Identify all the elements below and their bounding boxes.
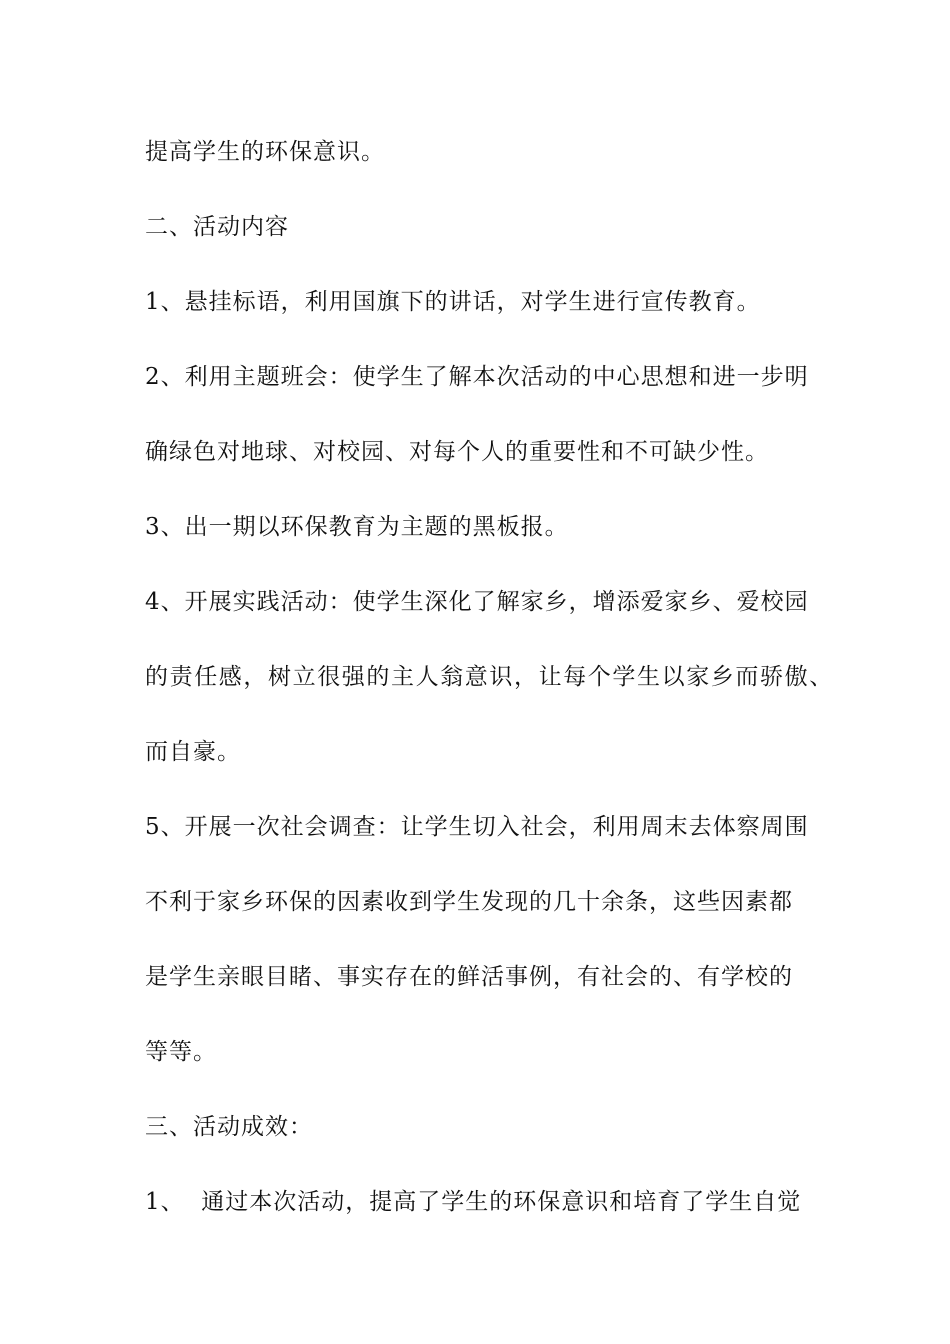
paragraph-line: 等等。 xyxy=(145,1039,217,1065)
paragraph-line: 不利于家乡环保的因素收到学生发现的几十余条，这些因素都 xyxy=(145,889,793,915)
list-item: 4、开展实践活动：使学生深化了解家乡，增添爱家乡、爱校园 xyxy=(145,589,809,615)
paragraph-line: 提高学生的环保意识。 xyxy=(145,139,385,165)
list-item: 1、 通过本次活动，提高了学生的环保意识和培育了学生自觉 xyxy=(145,1189,802,1215)
section-heading: 三、活动成效： xyxy=(145,1114,313,1140)
paragraph-line: 的责任感，树立很强的主人翁意识，让每个学生以家乡而骄傲、 xyxy=(145,664,834,690)
paragraph-line: 是学生亲眼目睹、事实存在的鲜活事例，有社会的、有学校的 xyxy=(145,964,793,990)
paragraph-line: 确绿色对地球、对校园、对每个人的重要性和不可缺少性。 xyxy=(145,439,769,465)
list-item: 5、开展一次社会调查：让学生切入社会，利用周末去体察周围 xyxy=(145,814,809,840)
list-item: 3、出一期以环保教育为主题的黑板报。 xyxy=(145,514,569,540)
section-heading: 二、活动内容 xyxy=(145,214,289,240)
list-item: 1、悬挂标语，利用国旗下的讲话，对学生进行宣传教育。 xyxy=(145,289,761,315)
paragraph-line: 而自豪。 xyxy=(145,739,241,765)
list-item: 2、利用主题班会：使学生了解本次活动的中心思想和进一步明 xyxy=(145,364,809,390)
